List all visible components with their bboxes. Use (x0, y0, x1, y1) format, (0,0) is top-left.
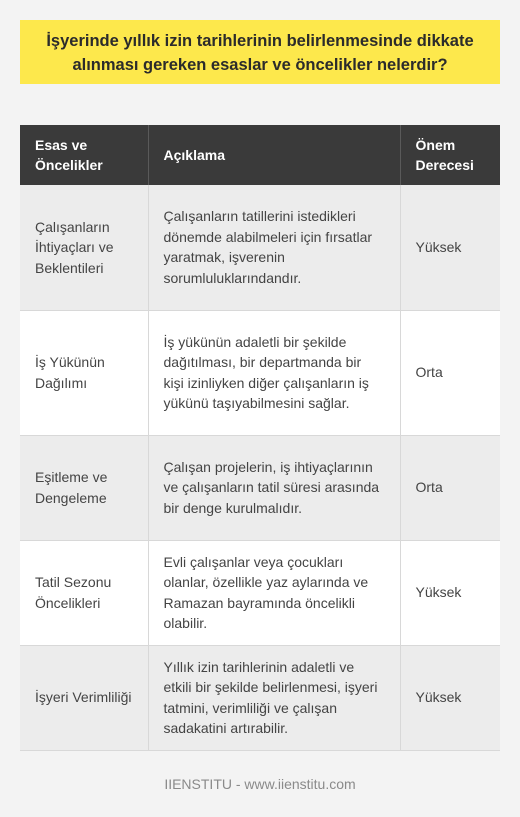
importance-cell: Yüksek (400, 540, 500, 645)
importance-cell: Yüksek (400, 185, 500, 310)
column-header-principle: Esas ve Öncelikler (20, 125, 148, 185)
column-header-importance: Önem Derecesi (400, 125, 500, 185)
description-cell: Evli çalışanlar veya çocukları olanlar, özellikle yaz aylarında ve Ramazan bayramında öncelikli olabilir. (148, 540, 400, 645)
table-row (20, 435, 500, 540)
principle-cell: Tatil Sezonu Öncelikleri (20, 540, 148, 645)
title-banner (20, 20, 500, 84)
table-row (20, 645, 500, 750)
table-header-row (20, 125, 500, 185)
principle-cell: Çalışanların İhtiyaçları ve Beklentileri (20, 185, 148, 310)
page-title: İşyerinde yıllık izin tarihlerinin belirlenmesinde dikkate alınması gereken esaslar ve öncelikler nelerdir? (46, 32, 474, 74)
description-cell: Çalışan projelerin, iş ihtiyaçlarının ve çalışanların tatil süresi arasında bir denge kurulmalıdır. (148, 435, 400, 540)
importance-cell: Orta (400, 310, 500, 435)
description-cell: Çalışanların tatillerini istedikleri dönemde alabilmeleri için fırsatlar yaratmak, işverenin sorumluluklarındandır. (148, 185, 400, 310)
column-header-description: Açıklama (148, 125, 400, 185)
principle-cell: İş Yükünün Dağılımı (20, 310, 148, 435)
principles-table (20, 125, 500, 751)
importance-cell: Orta (400, 435, 500, 540)
table-row (20, 310, 500, 435)
principle-cell: Eşitleme ve Dengeleme (20, 435, 148, 540)
table-row (20, 540, 500, 645)
principle-cell: İşyeri Verimliliği (20, 645, 148, 750)
importance-cell: Yüksek (400, 645, 500, 750)
footer-credit: IIENSTITU - www.iienstitu.com (164, 776, 356, 792)
description-cell: İş yükünün adaletli bir şekilde dağıtılması, bir departmanda bir kişi izinliyken diğer çalışanların iş yükünü taşıyabilmesini sağlar. (148, 310, 400, 435)
description-cell: Yıllık izin tarihlerinin adaletli ve etkili bir şekilde belirlenmesi, işyeri tatmini, verimliliği ve çalışan sadakatini artırabilir. (148, 645, 400, 750)
table-row (20, 185, 500, 310)
